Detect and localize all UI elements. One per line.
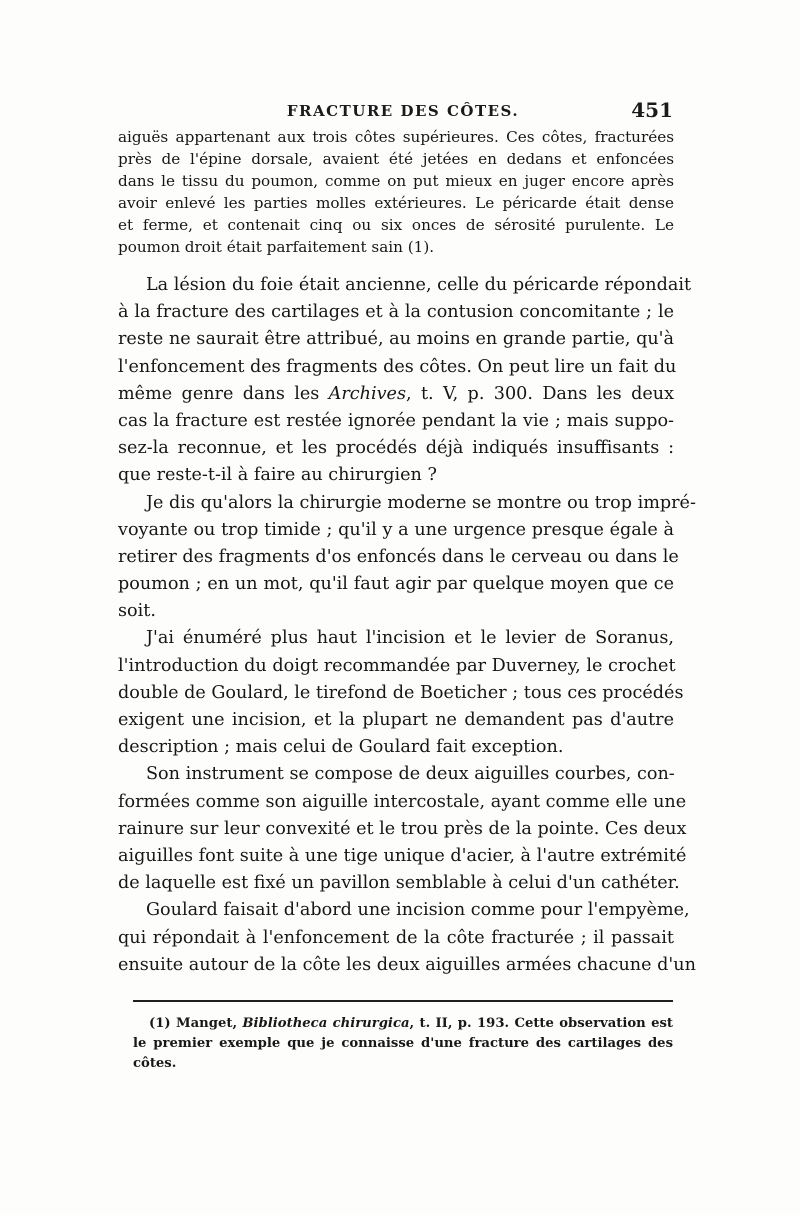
journal-title: Archives — [328, 383, 406, 404]
text-segment: , t. V, p. 300. Dans les deux — [405, 383, 674, 404]
text-line: poumon droit était parfaitement sain (1). — [118, 238, 435, 256]
body-text — [118, 126, 696, 979]
book-title: Bibliotheca chirurgica — [242, 1016, 410, 1031]
text-line: qui répondait à l'enfoncement de la côte fracturée ; il passait — [118, 927, 674, 948]
text-line: que reste-t-il à faire au chirurgien ? — [118, 465, 437, 486]
text-segment: même genre dans les — [118, 383, 329, 404]
text-line: double de Goulard, le tirefond de Boeticher ; tous ces procédés — [118, 682, 684, 703]
text-line: Son instrument se compose de deux aiguilles courbes, con- — [146, 764, 675, 785]
text-line: poumon ; en un mot, qu'il faut agir par quelque moyen que ce — [118, 574, 674, 595]
text-line: aiguës appartenant aux trois côtes supérieures. Ces côtes, fracturées — [118, 128, 674, 146]
paragraph-procedes — [118, 625, 684, 761]
paragraph-continuation — [118, 126, 674, 258]
footnote — [133, 1014, 673, 1074]
paragraph-instrument — [118, 761, 687, 897]
text-line: et ferme, et contenait cinq ou six onces de sérosité purulente. Le — [118, 216, 674, 234]
text-line: soit. — [118, 601, 156, 622]
footnote-rule — [133, 1000, 673, 1002]
footnote-line: le premier exemple que je connaisse d'une fracture des cartilages des — [133, 1036, 673, 1051]
running-title: FRACTURE DES CÔTES. — [286, 102, 520, 120]
paragraph-lesion — [118, 272, 692, 490]
page-number: 451 — [631, 98, 673, 122]
text-line: l'introduction du doigt recommandée par Duverney, le crochet — [118, 655, 676, 676]
text-line: rainure sur leur convexité et le trou près de la pointe. Ces deux — [118, 818, 687, 839]
text-line: ensuite autour de la côte les deux aiguilles armées chacune d'un — [118, 954, 696, 975]
text-segment: (1) Manget, — [149, 1016, 243, 1031]
paragraph-goulard — [118, 897, 696, 979]
text-line: J'ai énuméré plus haut l'incision et le levier de Soranus, — [146, 628, 674, 649]
text-line: près de l'épine dorsale, avaient été jetées en dedans et enfoncées — [118, 150, 674, 168]
text-line: cas la fracture est restée ignorée pendant la vie ; mais suppo- — [118, 410, 674, 431]
text-line: voyante ou trop timide ; qu'il y a une urgence presque égale à — [118, 519, 674, 540]
text-line-with-citation — [118, 381, 674, 408]
text-line: Je dis qu'alors la chirurgie moderne se montre ou trop impré- — [146, 492, 696, 513]
text-line: description ; mais celui de Goulard fait exception. — [118, 737, 564, 758]
footnote-line-with-citation — [133, 1014, 673, 1034]
text-line: dans le tissu du poumon, comme on put mieux en juger encore après — [118, 172, 674, 190]
text-line: sez-la reconnue, et les procédés déjà indiqués insuffisants : — [118, 438, 674, 459]
page-header — [133, 98, 673, 122]
text-line: formées comme son aiguille intercostale, ayant comme elle une — [118, 791, 687, 812]
text-line: de laquelle est fixé un pavillon semblable à celui d'un cathéter. — [118, 873, 680, 894]
footnote-line: côtes. — [133, 1056, 177, 1071]
text-segment: , t. II, p. 193. Cette observation est — [409, 1016, 673, 1031]
text-line: exigent une incision, et la plupart ne demandent pas d'autre — [118, 710, 674, 730]
text-line: avoir enlevé les parties molles extérieures. Le péricarde était dense — [118, 194, 674, 212]
text-line: reste ne saurait être attribué, au moins en grande partie, qu'à — [118, 329, 674, 350]
text-line: l'enfoncement des fragments des côtes. On peut lire un fait du — [118, 356, 677, 377]
text-line: aiguilles font suite à une tige unique d'acier, à l'autre extrémité — [118, 845, 687, 866]
text-line: La lésion du foie était ancienne, celle du péricarde répondait — [146, 275, 692, 295]
text-line: Goulard faisait d'abord une incision comme pour l'empyème, — [146, 900, 690, 921]
paragraph-chirurgie — [118, 490, 696, 626]
text-line: retirer des fragments d'os enfoncés dans le cerveau ou dans le — [118, 546, 679, 567]
text-line: à la fracture des cartilages et à la contusion concomitante ; le — [118, 302, 674, 323]
